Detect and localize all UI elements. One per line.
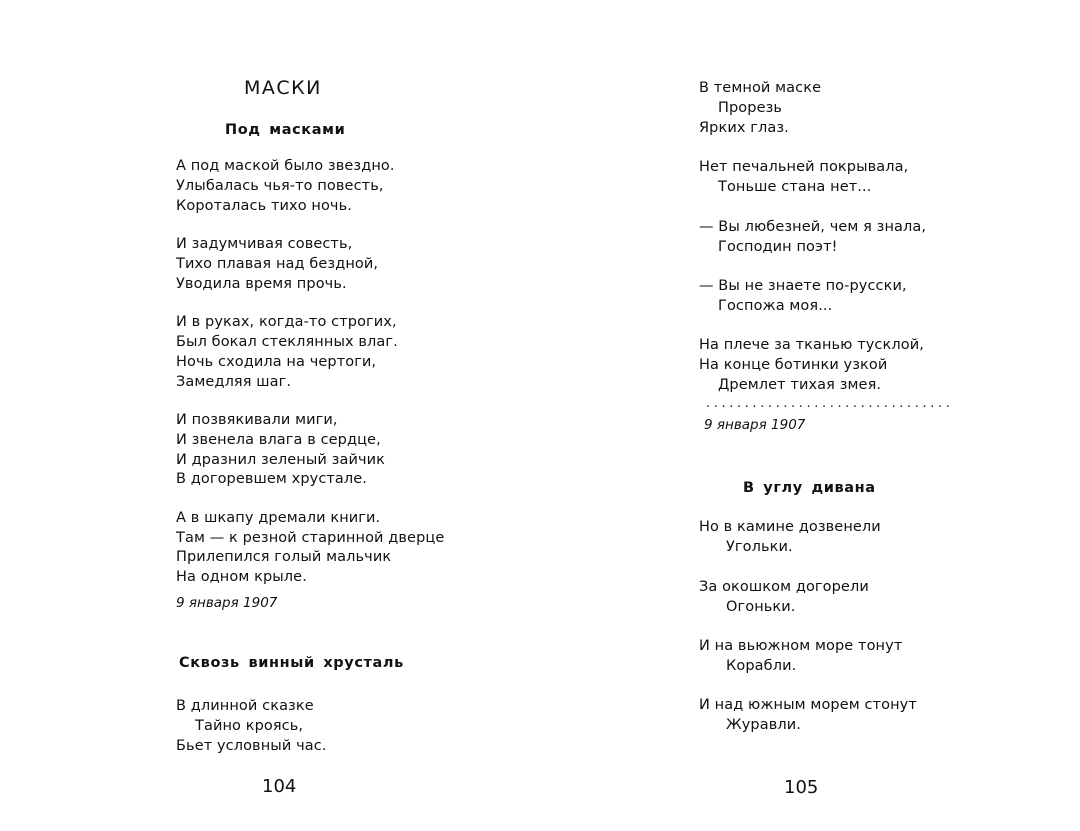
poem-title-v-uglu-divana: В углу дивана [743,480,876,496]
poem-title-skvoz-vinnyi-khrustal: Сквозь винный хрусталь [179,655,404,671]
poem-line: И позвякивали миги, [176,412,338,428]
poem-line: — Вы не знаете по-русски, [699,278,907,294]
poem-line: Прорезь [718,100,783,116]
page-number: 104 [262,776,297,797]
poem-line: На плече за тканью тусклой, [699,337,924,353]
poem-line: Короталась тихо ночь. [176,198,352,214]
poem-line: В длинной сказке [176,698,314,714]
poem-line: На конце ботинки узкой [699,357,888,373]
poem-line: И звенела влага в сердце, [176,432,381,448]
poem-line: А в шкапу дремали книги. [176,510,381,526]
dotted-separator: ................................ [706,396,954,411]
poem-line: Господин поэт! [718,239,838,255]
poem-line: А под маской было звездно. [176,158,395,174]
poem-line: Нет печальней покрывала, [699,159,909,175]
poem-line: Но в камине дозвенели [699,519,881,535]
section-title: МАСКИ [244,77,322,99]
poem-line: — Вы любезней, чем я знала, [699,219,927,235]
poem-line: И на вьюжном море тонут [699,638,903,654]
poem-line: В темной маске [699,80,822,96]
poem-line: За окошком догорели [699,579,869,595]
poem-line: И дразнил зеленый зайчик [176,452,386,468]
poem-line: Ночь сходила на чертоги, [176,354,377,370]
poem-line: Бьет условный час. [176,738,327,754]
poem-date: 9 января 1907 [704,417,806,433]
poem-line: Был бокал стеклянных влаг. [176,334,398,350]
poem-line: И задумчивая совесть, [176,236,353,252]
poem-line: Тоньше стана нет... [718,179,872,195]
poem-line: Тайно кроясь, [195,718,304,734]
poem-line: На одном крыле. [176,569,307,585]
poem-title-pod-maskami: Под масками [225,122,346,138]
right-page [540,0,1080,831]
poem-line: Дремлет тихая змея. [718,377,882,393]
poem-line: Ярких глаз. [699,120,789,136]
poem-line: Корабли. [726,658,797,674]
poem-line: Улыбалась чья-то повесть, [176,178,384,194]
poem-line: Журавли. [726,717,801,733]
poem-line: Тихо плавая над бездной, [176,256,379,272]
poem-line: Угольки. [726,539,793,555]
poem-line: В догоревшем хрустале. [176,471,368,487]
poem-line: Там — к резной старинной дверце [176,530,445,546]
page-number: 105 [784,777,819,798]
poem-line: Огоньки. [726,599,796,615]
poem-line: Госпожа моя... [718,298,833,314]
poem-line: Уводила время прочь. [176,276,347,292]
poem-line: Прилепился голый мальчик [176,549,392,565]
poem-line: И в руках, когда-то строгих, [176,314,397,330]
poem-line: И над южным морем стонут [699,697,917,713]
poem-date: 9 января 1907 [176,595,278,611]
poem-line: Замедляя шаг. [176,374,292,390]
